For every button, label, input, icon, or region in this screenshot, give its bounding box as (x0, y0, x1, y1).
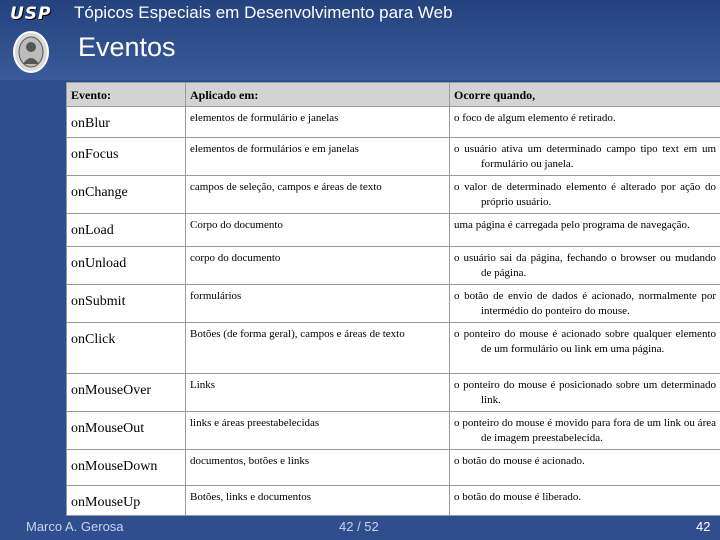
footer-author: Marco A. Gerosa (26, 519, 124, 534)
occurs-cell (450, 450, 720, 486)
event-cell: onChange (67, 176, 186, 214)
event-cell: onMouseUp (67, 486, 186, 516)
occurs-text: o usuário ativa um determinado campo tipo text em um formulário ou janela. (454, 143, 716, 170)
applied-cell: elementos de formulário e janelas (186, 107, 450, 138)
event-cell: onLoad (67, 214, 186, 247)
occurs-text: o ponteiro do mouse é movido para fora de um link ou área de imagem preestabelecida. (454, 417, 716, 444)
event-cell: onMouseDown (67, 450, 186, 486)
occurs-cell (450, 374, 720, 412)
header-occurs: Ocorre quando, (450, 83, 720, 107)
occurs-cell (450, 412, 720, 450)
occurs-cell (450, 107, 720, 138)
applied-cell: Corpo do documento (186, 214, 450, 247)
footer-slide-number: 42 (696, 519, 711, 534)
table-row (67, 323, 720, 374)
table-row (67, 374, 720, 412)
occurs-cell (450, 285, 720, 323)
occurs-cell (450, 323, 720, 374)
applied-cell: Botões, links e documentos (186, 486, 450, 516)
occurs-cell (450, 486, 720, 516)
occurs-cell (450, 176, 720, 214)
occurs-cell (450, 214, 720, 247)
occurs-text: o ponteiro do mouse é acionado sobre qualquer elemento de um formulário ou link em uma página. (454, 328, 716, 355)
table-row (67, 412, 720, 450)
applied-cell: formulários (186, 285, 450, 323)
event-cell: onSubmit (67, 285, 186, 323)
events-table (66, 82, 720, 516)
table-row (67, 247, 720, 285)
occurs-cell (450, 247, 720, 285)
applied-cell: documentos, botões e links (186, 450, 450, 486)
event-cell: onMouseOver (67, 374, 186, 412)
event-cell: onMouseOut (67, 412, 186, 450)
table-row (67, 107, 720, 138)
table-row (67, 214, 720, 247)
occurs-text: o foco de algum elemento é retirado. (454, 112, 616, 124)
applied-cell: campos de seleção, campos e áreas de texto (186, 176, 450, 214)
applied-cell: links e áreas preestabelecidas (186, 412, 450, 450)
applied-cell: corpo do documento (186, 247, 450, 285)
applied-cell: elementos de formulários e em janelas (186, 138, 450, 176)
event-cell: onClick (67, 323, 186, 374)
table-row (67, 176, 720, 214)
occurs-text: o botão do mouse é liberado. (454, 491, 582, 503)
applied-cell: Links (186, 374, 450, 412)
occurs-text: o usuário sai da página, fechando o browser ou mudando de página. (454, 252, 716, 279)
table-row (67, 450, 720, 486)
occurs-text: o botão do mouse é acionado. (454, 455, 585, 467)
course-title: Tópicos Especiais em Desenvolvimento para Web (74, 3, 453, 22)
usp-logo: USP (10, 4, 52, 24)
table-row (67, 138, 720, 176)
event-cell: onUnload (67, 247, 186, 285)
header-event: Evento: (67, 83, 186, 107)
table-header-row (67, 83, 720, 107)
table-row (67, 285, 720, 323)
table-body (67, 107, 720, 516)
occurs-text: o ponteiro do mouse é posicionado sobre um determinado link. (454, 379, 716, 406)
occurs-text: o botão de envio de dados é acionado, normalmente por intermédio do ponteiro do mouse. (454, 290, 716, 317)
footer-page-indicator: 42 / 52 (339, 519, 379, 534)
occurs-text: o valor de determinado elemento é alterado por ação do próprio usuário. (454, 181, 716, 208)
header-applied: Aplicado em: (186, 83, 450, 107)
university-seal-icon (12, 30, 50, 74)
slide-title: Eventos (78, 32, 176, 62)
table-row (67, 486, 720, 516)
applied-cell: Botões (de forma geral), campos e áreas de texto (186, 323, 450, 374)
event-cell: onFocus (67, 138, 186, 176)
occurs-cell (450, 138, 720, 176)
event-cell: onBlur (67, 107, 186, 138)
occurs-text: uma página é carregada pelo programa de navegação. (454, 219, 690, 231)
